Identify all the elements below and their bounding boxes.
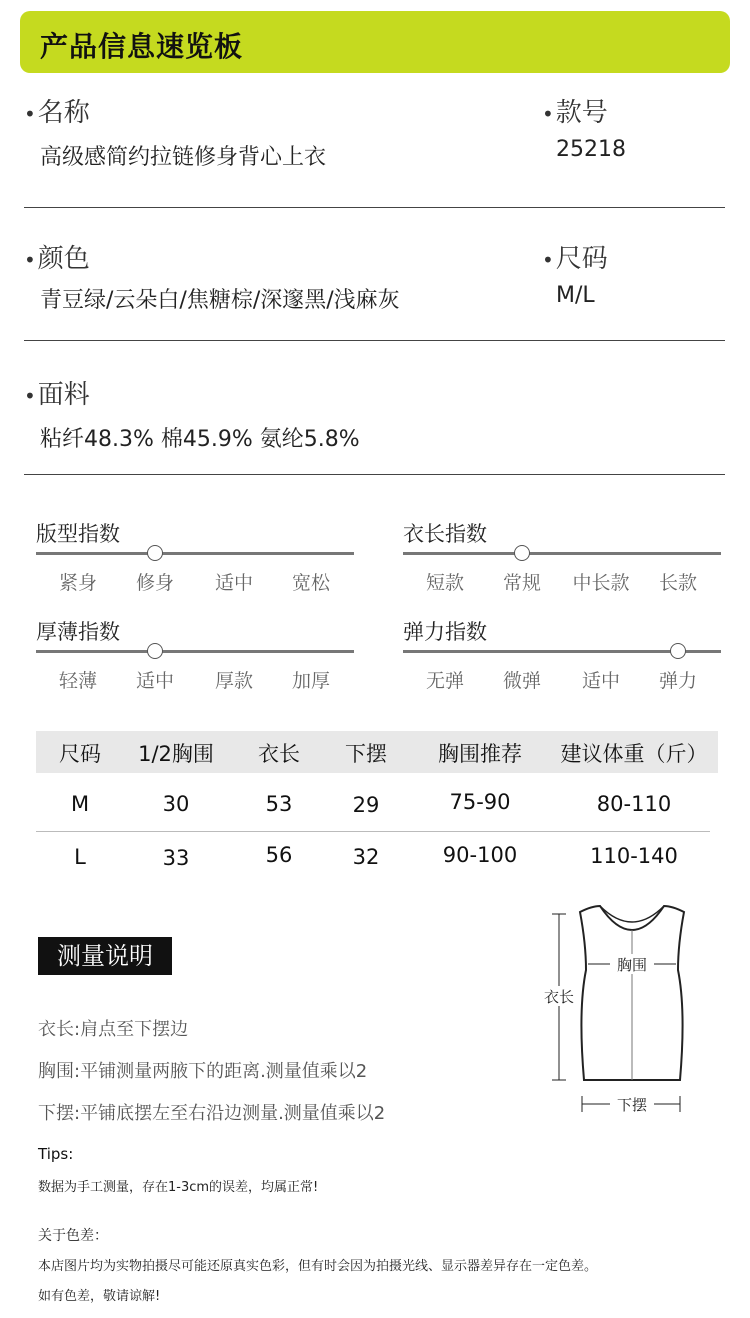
index-title: 厚薄指数 — [36, 620, 120, 644]
table-cell: L — [74, 845, 86, 869]
fabric-label: •面料 — [24, 380, 90, 410]
index-tick-label: 常规 — [502, 572, 541, 594]
chest-label: 胸围 — [616, 956, 648, 974]
index-tick-label: 短款 — [425, 572, 464, 594]
table-cell: 56 — [265, 843, 293, 867]
measure-title: 测量说明 — [57, 942, 153, 970]
index-tick-label: 加厚 — [291, 670, 330, 692]
table-row-divider — [36, 831, 710, 832]
table-cell: 30 — [162, 792, 190, 816]
bullet-dot: • — [24, 247, 36, 272]
tips-text: 数据为手工测量，存在1-3cm的误差，均属正常! — [38, 1180, 319, 1195]
table-cell: 33 — [162, 846, 190, 870]
name-label: •名称 — [24, 98, 90, 128]
index-tick-label: 无弹 — [425, 670, 464, 692]
table-cell: 80-110 — [596, 792, 672, 816]
index-tick-label: 适中 — [214, 572, 253, 594]
table-cell: 110-140 — [590, 844, 678, 868]
table-cell: M — [70, 792, 90, 816]
table-header-cell: 尺码 — [59, 742, 101, 766]
bullet-dot: • — [542, 101, 554, 126]
index-slider-knob — [147, 545, 163, 561]
color-diff-text-2: 如有色差，敬请谅解! — [38, 1289, 161, 1304]
index-tick-label: 长款 — [658, 572, 697, 594]
index-tick-label: 宽松 — [291, 572, 330, 594]
table-cell: 90-100 — [442, 843, 518, 867]
table-cell: 53 — [265, 792, 293, 816]
table-header-cell: 建议体重（斤） — [560, 742, 708, 766]
bullet-dot: • — [542, 247, 554, 272]
divider — [24, 207, 725, 208]
style-no-value: 25218 — [556, 137, 626, 162]
measure-line-hem: 下摆:平铺底摆左至右沿边测量.测量值乘以2 — [38, 1103, 386, 1124]
table-header-cell: 衣长 — [258, 742, 300, 766]
bullet-dot: • — [24, 383, 36, 408]
bullet-dot: • — [24, 101, 36, 126]
index-tick-label: 厚款 — [214, 670, 253, 692]
index-tick-label: 适中 — [135, 670, 174, 692]
index-track — [36, 552, 354, 555]
style-no-label: •款号 — [542, 98, 608, 128]
fabric-value: 粘纤48.3% 棉45.9% 氨纶5.8% — [40, 427, 360, 452]
color-label: •颜色 — [24, 244, 90, 274]
table-header-cell: 下摆 — [345, 742, 387, 766]
tips-title: Tips: — [38, 1145, 74, 1163]
size-label: •尺码 — [542, 244, 608, 274]
index-tick-label: 轻薄 — [58, 670, 97, 692]
table-header-cell: 1/2胸围 — [138, 742, 214, 766]
index-tick-label: 弹力 — [658, 670, 697, 692]
index-slider-knob — [514, 545, 530, 561]
table-cell: 75-90 — [449, 790, 511, 814]
measure-line-length: 衣长:肩点至下摆边 — [38, 1019, 189, 1040]
index-slider-knob — [147, 643, 163, 659]
divider — [24, 340, 725, 341]
table-cell: 32 — [352, 845, 380, 869]
index-tick-label: 适中 — [581, 670, 620, 692]
vest-diagram — [530, 900, 730, 1125]
index-tick-label: 微弹 — [502, 670, 541, 692]
index-track — [36, 650, 354, 653]
index-tick-label: 中长款 — [572, 572, 630, 594]
color-value: 青豆绿/云朵白/焦糖棕/深邃黑/浅麻灰 — [40, 288, 400, 313]
index-title: 弹力指数 — [403, 620, 487, 644]
divider — [24, 474, 725, 475]
size-value: M/L — [556, 283, 595, 308]
index-title: 版型指数 — [36, 522, 120, 546]
hem-label: 下摆 — [616, 1096, 648, 1114]
name-value: 高级感简约拉链修身背心上衣 — [40, 145, 327, 170]
index-title: 衣长指数 — [403, 522, 487, 546]
index-tick-label: 修身 — [135, 572, 174, 594]
index-track — [403, 552, 721, 555]
index-slider-knob — [670, 643, 686, 659]
color-diff-title: 关于色差： — [38, 1228, 108, 1244]
measure-line-chest: 胸围:平铺测量两腋下的距离.测量值乘以2 — [38, 1061, 368, 1082]
table-cell: 29 — [352, 793, 380, 817]
index-tick-label: 紧身 — [58, 572, 97, 594]
color-diff-text: 本店图片均为实物拍摄尽可能还原真实色彩，但有时会因为拍摄光线、显示器差异存在一定色差。 — [38, 1259, 598, 1274]
table-header-cell: 胸围推荐 — [438, 742, 522, 766]
page-title: 产品信息速览板 — [40, 30, 244, 63]
length-label: 衣长 — [543, 988, 575, 1006]
